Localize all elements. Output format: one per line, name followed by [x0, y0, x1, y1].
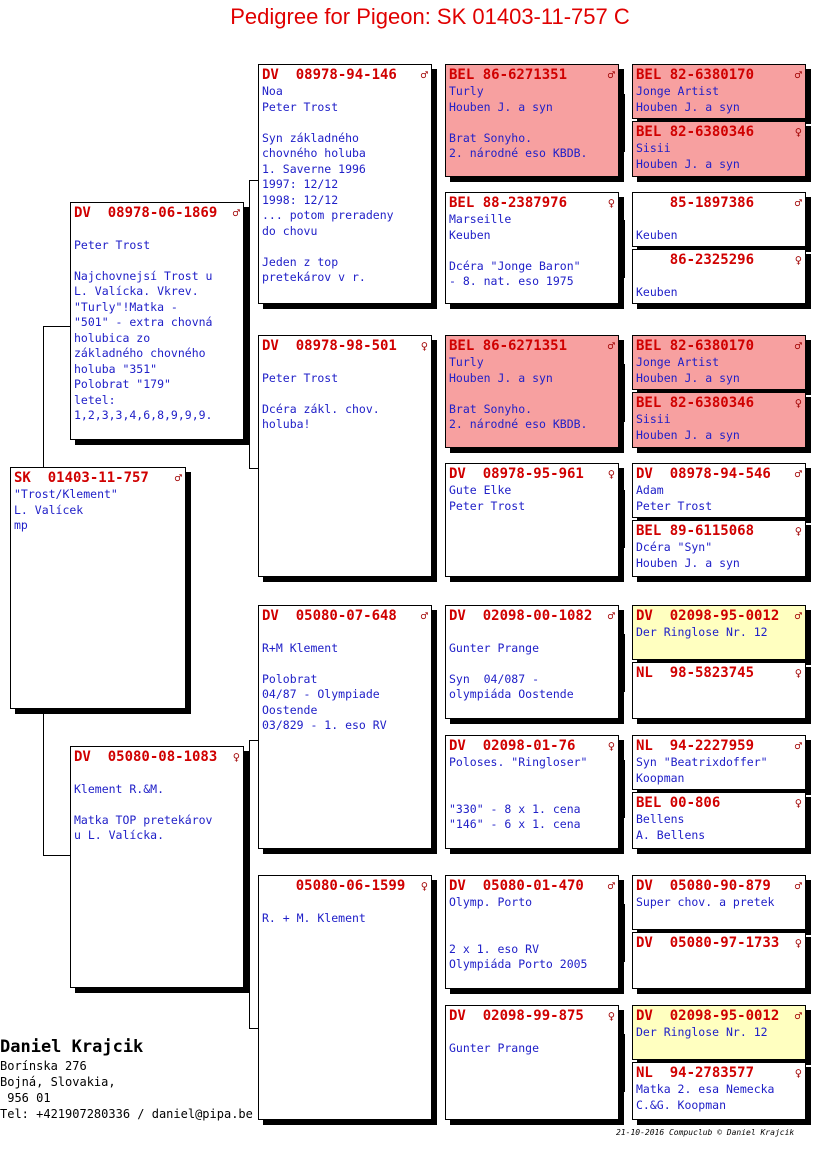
- pigeon-info-line: [262, 355, 428, 371]
- pigeon-card-g2[interactable]: [632, 121, 806, 177]
- pigeon-info-line: "330" - 8 x 1. cena: [449, 801, 581, 816]
- pigeon-card-dsd[interactable]: [445, 735, 619, 849]
- pigeon-info-line: Peter Trost: [636, 498, 713, 513]
- ring-number: BEL 86-6271351: [449, 67, 568, 83]
- pigeon-info-line: Olympiáda Porto 2005: [449, 957, 588, 971]
- pigeon-info-line: [449, 1025, 615, 1041]
- pigeon-card-dam-sire[interactable]: [258, 605, 432, 849]
- wire: [436, 122, 437, 242]
- pigeon-info-line: [262, 115, 428, 131]
- pigeon-header: [636, 124, 802, 141]
- pigeon-info-line: R+M Klement: [262, 640, 339, 655]
- wire: [43, 709, 44, 855]
- pigeon-card-sire-dam[interactable]: [258, 335, 432, 577]
- pigeon-info-line: [449, 656, 615, 672]
- breeder-info: [0, 1036, 253, 1122]
- female-icon: ♀: [232, 750, 240, 764]
- pigeon-header: [636, 795, 802, 812]
- pigeon-info-line: Houben J. a syn: [636, 99, 740, 114]
- pigeon-header: [262, 608, 428, 625]
- pigeon-info-line: Houben J. a syn: [636, 156, 740, 171]
- pigeon-info-line: L. Valícek: [14, 502, 84, 517]
- pigeon-info-line: Der Ringlose Nr. 12: [636, 1025, 768, 1039]
- pigeon-card-subject[interactable]: [10, 467, 186, 709]
- pigeon-info-line: Jonge Artist: [636, 84, 720, 98]
- pigeon-header: [449, 1008, 615, 1025]
- pigeon-info-line: [449, 386, 615, 402]
- pigeon-card-dds[interactable]: [445, 875, 619, 989]
- pigeon-info-line: [262, 625, 428, 641]
- pigeon-info-line: Dcéra zákl. chov.: [262, 401, 380, 416]
- pigeon-info-line: Peter Trost: [74, 237, 151, 252]
- pigeon-info-line: Dcéra "Jonge Baron": [449, 258, 581, 273]
- ring-number: SK 01403-11-757: [14, 470, 149, 486]
- wire: [436, 662, 437, 782]
- ring-number: BEL 00-806: [636, 795, 721, 811]
- pigeon-info-line: Adam: [636, 483, 664, 497]
- pigeon-header: [262, 338, 428, 355]
- pigeon-info-line: [449, 625, 615, 641]
- male-icon: ♂: [794, 68, 802, 82]
- pigeon-header: [262, 878, 428, 895]
- pigeon-info-line: [449, 926, 615, 942]
- male-icon: ♂: [794, 467, 802, 481]
- pigeon-info-line: "Trost/Klement": [14, 487, 118, 501]
- wire: [624, 490, 625, 548]
- pigeon-info-line: Olymp. Porto: [449, 895, 533, 909]
- wire: [436, 932, 437, 1052]
- ring-number: DV 08978-98-501: [262, 338, 397, 354]
- pigeon-info-line: Houben J. a syn: [636, 370, 740, 385]
- pigeon-info-line: Koopman: [636, 770, 685, 785]
- ring-number: DV 02098-95-0012: [636, 1008, 780, 1024]
- pigeon-info-line: olympiáda Oostende: [449, 687, 574, 701]
- pigeon-info-line: Peter Trost: [262, 370, 339, 385]
- pigeon-header: [636, 195, 802, 212]
- female-icon: ♀: [794, 396, 802, 410]
- pigeon-card-g7[interactable]: [632, 463, 806, 518]
- pigeon-header: [449, 466, 615, 483]
- pigeon-card-g12[interactable]: [632, 792, 806, 849]
- ring-number: BEL 89-6115068: [636, 523, 755, 539]
- female-icon: ♀: [607, 1009, 615, 1023]
- pigeon-info-line: Jeden z top: [262, 254, 339, 269]
- wire: [249, 180, 250, 468]
- pigeon-card-sds[interactable]: [445, 335, 619, 448]
- male-icon: ♂: [794, 339, 802, 353]
- female-icon: ♀: [420, 879, 428, 893]
- pigeon-header: [636, 665, 802, 682]
- female-icon: ♀: [794, 253, 802, 267]
- pigeon-info-line: Matka 2. esa Nemecka: [636, 1082, 775, 1096]
- pigeon-header: [636, 338, 802, 355]
- pigeon-header: [636, 395, 802, 412]
- pigeon-info-line: Gunter Prange: [449, 1040, 540, 1055]
- pigeon-info-line: Der Ringlose Nr. 12: [636, 625, 768, 639]
- pigeon-info-line: Gunter Prange: [449, 640, 540, 655]
- pigeon-info-line: Matka TOP pretekárov: [74, 812, 213, 827]
- female-icon: ♀: [794, 1066, 802, 1080]
- pigeon-info-line: "501" - extra chovná: [74, 315, 213, 329]
- pigeon-info-line: [262, 895, 428, 911]
- pigeon-card-dam-dam[interactable]: [258, 875, 432, 1120]
- pigeon-card-sire[interactable]: [70, 202, 244, 440]
- pigeon-info-line: [74, 253, 240, 269]
- pigeon-info-line: Poloses. "Ringloser": [449, 755, 588, 769]
- wire: [624, 94, 625, 152]
- wire: [43, 326, 71, 327]
- pigeon-header: [74, 749, 240, 766]
- pigeon-header: [636, 252, 802, 269]
- pigeon-info-line: Gute Elke: [449, 483, 512, 497]
- female-icon: ♀: [794, 524, 802, 538]
- pigeon-info-line: Turly: [449, 355, 484, 369]
- pigeon-header: [636, 67, 802, 84]
- pigeon-header: [636, 878, 802, 895]
- pigeon-info-line: Jonge Artist: [636, 355, 720, 369]
- pigeon-info-line: Polobrat "179": [74, 377, 171, 391]
- ring-number: BEL 82-6380346: [636, 124, 755, 140]
- pigeon-header: [636, 1008, 802, 1025]
- pigeon-card-ddd[interactable]: [445, 1005, 619, 1120]
- ring-number: DV 05080-08-1083: [74, 749, 218, 765]
- pigeon-header: [449, 738, 615, 755]
- pigeon-card-g1[interactable]: [632, 64, 806, 119]
- pigeon-header: [449, 608, 615, 625]
- ring-number: DV 05080-01-470: [449, 878, 584, 894]
- pigeon-info-line: holuba!: [262, 417, 311, 431]
- pigeon-info-line: do chovu: [262, 223, 318, 238]
- ring-number: 85-1897386: [636, 195, 755, 211]
- pigeon-card-g13[interactable]: [632, 875, 806, 930]
- ring-number: DV 02098-01-76: [449, 738, 576, 754]
- breeder-address-street: Borínska 276: [0, 1059, 87, 1073]
- wire: [624, 1034, 625, 1092]
- male-icon: ♂: [607, 68, 615, 82]
- pigeon-card-sdd[interactable]: [445, 463, 619, 577]
- wire: [43, 855, 71, 856]
- female-icon: ♀: [420, 339, 428, 353]
- pigeon-info-line: Houben J. a syn: [636, 555, 740, 570]
- pigeon-info-line: základného chovného: [74, 346, 206, 360]
- pigeon-info-line: Polobrat: [262, 671, 318, 686]
- ring-number: DV 02098-00-1082: [449, 608, 593, 624]
- wire: [624, 634, 625, 692]
- pigeon-card-g3[interactable]: [632, 192, 806, 247]
- pigeon-info-line: Marseille: [449, 212, 512, 226]
- wire: [624, 760, 625, 818]
- male-icon: ♂: [794, 739, 802, 753]
- pigeon-card-sire-sire[interactable]: [258, 64, 432, 304]
- pigeon-info-line: [449, 911, 615, 927]
- pigeon-card-g5[interactable]: [632, 335, 806, 390]
- ring-number: DV 08978-94-146: [262, 67, 397, 83]
- pigeon-card-g11[interactable]: [632, 735, 806, 790]
- pigeon-info-line: A. Bellens: [636, 827, 706, 842]
- ring-number: NL 94-2227959: [636, 738, 755, 754]
- male-icon: ♂: [232, 206, 240, 220]
- ring-number: NL 98-5823745: [636, 665, 755, 681]
- male-icon: ♂: [794, 879, 802, 893]
- pigeon-info-line: [449, 115, 615, 131]
- pigeon-info-line: Brat Sonyho.: [449, 130, 533, 145]
- pigeon-info-line: Syn 04/087 -: [449, 671, 540, 686]
- pigeon-info-line: [74, 222, 240, 238]
- pigeon-info-line: Syn základného: [262, 130, 359, 145]
- male-icon: ♂: [607, 609, 615, 623]
- ring-number: DV 05080-97-1733: [636, 935, 780, 951]
- pigeon-info-line: holubica zo: [74, 330, 151, 345]
- ring-number: NL 94-2783577: [636, 1065, 755, 1081]
- male-icon: ♂: [420, 68, 428, 82]
- male-icon: ♂: [420, 609, 428, 623]
- pigeon-info-line: Brat Sonyho.: [449, 401, 533, 416]
- ring-number: BEL 82-6380170: [636, 338, 755, 354]
- pigeon-card-g14[interactable]: [632, 932, 806, 989]
- pigeon-info-line: Klement R.&M.: [74, 781, 165, 796]
- male-icon: ♂: [794, 1009, 802, 1023]
- male-icon: ♂: [794, 196, 802, 210]
- pigeon-info-line: 2 x 1. eso RV: [449, 941, 540, 956]
- wire: [249, 740, 250, 1028]
- wire: [624, 904, 625, 962]
- pigeon-card-ssd[interactable]: [445, 192, 619, 304]
- ring-number: DV 05080-07-648: [262, 608, 397, 624]
- pigeon-info-line: R. + M. Klement: [262, 910, 366, 925]
- pigeon-info-line: chovného holuba: [262, 146, 366, 160]
- pigeon-info-line: Peter Trost: [449, 498, 526, 513]
- pigeon-info-line: letel:: [74, 392, 116, 407]
- female-icon: ♀: [794, 125, 802, 139]
- breeder-address-city: Bojná, Slovakia,: [0, 1075, 116, 1089]
- pigeon-info-line: [636, 269, 802, 285]
- pigeon-info-line: Najchovnejsí Trost u: [74, 268, 213, 283]
- female-icon: ♀: [607, 467, 615, 481]
- pigeon-header: [636, 466, 802, 483]
- pigeon-card-g10[interactable]: [632, 662, 806, 719]
- pigeon-info-line: [262, 386, 428, 402]
- wire: [43, 326, 44, 470]
- pigeon-info-line: Noa: [262, 84, 283, 98]
- ring-number: DV 02098-99-875: [449, 1008, 584, 1024]
- pigeon-info-line: Sisii: [636, 141, 671, 155]
- pigeon-info-line: [262, 239, 428, 255]
- pigeon-info-line: [74, 766, 240, 782]
- pigeon-header: [262, 67, 428, 84]
- pigeon-card-sss[interactable]: [445, 64, 619, 177]
- pigeon-header: [74, 205, 240, 222]
- pigeon-info-line: Keuben: [636, 227, 678, 242]
- pigeon-info-line: Dcéra "Syn": [636, 540, 713, 554]
- pigeon-info-line: Peter Trost: [262, 99, 339, 114]
- pigeon-info-line: Super chov. a pretek: [636, 895, 775, 909]
- pigeon-card-g4[interactable]: [632, 249, 806, 304]
- pigeon-header: [636, 523, 802, 540]
- ring-number: BEL 82-6380170: [636, 67, 755, 83]
- female-icon: ♀: [794, 796, 802, 810]
- pigeon-info-line: 1. Saverne 1996: [262, 161, 366, 176]
- female-icon: ♀: [794, 936, 802, 950]
- pigeon-header: [449, 878, 615, 895]
- pigeon-header: [636, 935, 802, 952]
- pigeon-info-line: [636, 212, 802, 228]
- pigeon-info-line: 2. národné eso KBDB.: [449, 417, 588, 431]
- pigeon-card-dss[interactable]: [445, 605, 619, 719]
- pigeon-header: [636, 608, 802, 625]
- ring-number: 05080-06-1599: [262, 878, 406, 894]
- female-icon: ♀: [607, 739, 615, 753]
- pigeon-info-line: "146" - 6 x 1. cena: [449, 817, 581, 831]
- pigeon-info-line: Oostende: [262, 702, 318, 717]
- pigeon-card-dam[interactable]: [70, 746, 244, 988]
- pigeon-header: [636, 1065, 802, 1082]
- pigeon-header: [449, 67, 615, 84]
- male-icon: ♂: [174, 471, 182, 485]
- pigeon-info-line: u L. Valícka.: [74, 828, 165, 842]
- pigeon-info-line: pretekárov v r.: [262, 270, 366, 284]
- pigeon-info-line: C.&G. Koopman: [636, 1097, 727, 1112]
- ring-number: DV 08978-94-546: [636, 466, 771, 482]
- ring-number: BEL 86-6271351: [449, 338, 568, 354]
- pigeon-info-line: Syn "Beatrixdoffer": [636, 755, 768, 769]
- pigeon-info-line: 03/829 - 1. eso RV: [262, 718, 387, 732]
- pigeon-info-line: Keuben: [636, 284, 678, 299]
- ring-number: DV 08978-06-1869: [74, 205, 218, 221]
- pigeon-info-line: 04/87 - Olympiade: [262, 687, 380, 701]
- wire: [436, 390, 437, 510]
- pigeon-card-g16[interactable]: [632, 1062, 806, 1120]
- male-icon: ♂: [794, 609, 802, 623]
- pigeon-header: [449, 338, 615, 355]
- pigeon-info-line: [449, 786, 615, 802]
- ring-number: BEL 88-2387976: [449, 195, 568, 211]
- pigeon-info-line: holuba "351": [74, 361, 158, 376]
- breeder-address-zip: 956 01: [0, 1091, 51, 1105]
- ring-number: BEL 82-6380346: [636, 395, 755, 411]
- pigeon-info-line: Houben J. a syn: [449, 99, 553, 114]
- wire: [624, 220, 625, 278]
- footer-credit: 21-10-2016 Compuclub © Daniel Krajcik: [616, 1128, 795, 1137]
- ring-number: 86-2325296: [636, 252, 755, 268]
- pigeon-header: [449, 195, 615, 212]
- pigeon-info-line: [449, 771, 615, 787]
- pigeon-info-line: [449, 243, 615, 259]
- pigeon-info-line: [262, 656, 428, 672]
- ring-number: DV 08978-95-961: [449, 466, 584, 482]
- pigeon-header: [636, 738, 802, 755]
- ring-number: DV 05080-90-879: [636, 878, 771, 894]
- pigeon-info-line: Houben J. a syn: [449, 370, 553, 385]
- pigeon-info-line: Keuben: [449, 227, 491, 242]
- pigeon-card-g15[interactable]: [632, 1005, 806, 1060]
- female-icon: ♀: [794, 666, 802, 680]
- breeder-contact: Tel: +421907280336 / daniel@pipa.be: [0, 1107, 253, 1121]
- pigeon-card-g6[interactable]: [632, 392, 806, 448]
- pigeon-info-line: ... potom preradeny: [262, 208, 394, 222]
- pigeon-info-line: Houben J. a syn: [636, 427, 740, 442]
- pigeon-info-line: Bellens: [636, 812, 685, 826]
- pigeon-info-line: - 8. nat. eso 1975: [449, 274, 574, 288]
- pigeon-info-line: Sisii: [636, 412, 671, 426]
- pigeon-card-g9[interactable]: [632, 605, 806, 660]
- pigeon-info-line: "Turly"!Matka -: [74, 299, 178, 314]
- pigeon-info-line: L. Valícka. Vkrev.: [74, 284, 199, 298]
- pigeon-info-line: Turly: [449, 84, 484, 98]
- male-icon: ♂: [607, 339, 615, 353]
- breeder-name: Daniel Krajcik: [0, 1037, 144, 1057]
- pigeon-info-line: mp: [14, 518, 28, 532]
- page-title: Pedigree for Pigeon: SK 01403-11-757 C: [230, 4, 630, 29]
- pigeon-info-line: 1997: 12/12: [262, 177, 339, 191]
- pigeon-info-line: [74, 797, 240, 813]
- pigeon-card-g8[interactable]: [632, 520, 806, 577]
- male-icon: ♂: [607, 879, 615, 893]
- pigeon-header: [14, 470, 182, 487]
- pigeon-info-line: 2. národné eso KBDB.: [449, 146, 588, 160]
- pigeon-info-line: 1998: 12/12: [262, 192, 339, 207]
- wire: [624, 364, 625, 422]
- female-icon: ♀: [607, 196, 615, 210]
- ring-number: DV 02098-95-0012: [636, 608, 780, 624]
- pigeon-info-line: 1,2,3,3,4,6,8,9,9,9.: [74, 408, 213, 422]
